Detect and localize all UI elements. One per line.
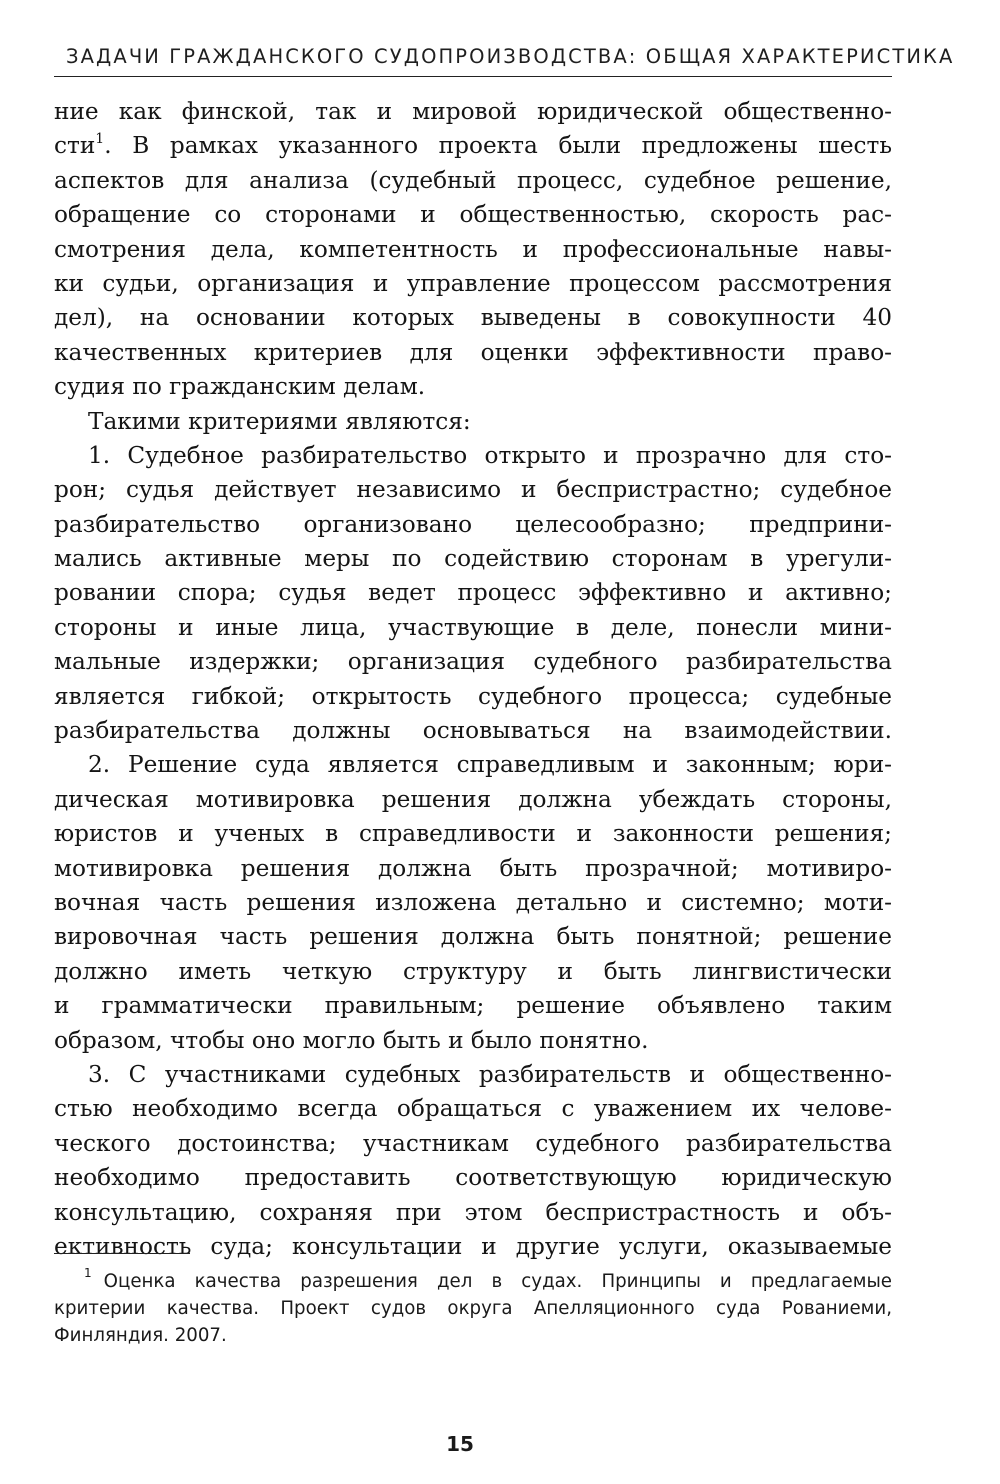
text-fragment: . В рамках указанного проекта были предложены шесть <box>104 132 892 160</box>
text-line: ровании спора; судья ведет процесс эффективно и активно; <box>54 579 892 607</box>
text-line: мотивировка решения должна быть прозрачной; мотивиро- <box>54 854 892 882</box>
footnote-reference[interactable]: 1 <box>95 130 105 147</box>
text-line: обращение со сторонами и общественностью, скорость рас- <box>54 201 892 229</box>
text-line: Такими критериями являются: <box>88 407 471 435</box>
footnote-line: критерии качества. Проект судов округа Апелляционного суда Рованиеми, <box>54 1298 892 1319</box>
text-line: разбирательства должны основываться на взаимодействии. <box>54 717 892 745</box>
text-line: ние как финской, так и мировой юридической общественно- <box>54 98 892 125</box>
text-line: 1. Судебное разбирательство открыто и прозрачно для сто- <box>88 441 892 469</box>
text-line: юристов и ученых в справедливости и законности решения; <box>54 820 892 848</box>
text-line: и грамматически правильным; решение объявлено таким <box>54 992 892 1020</box>
text-line <box>54 129 892 163</box>
text-line: является гибкой; открытость судебного процесса; судебные <box>54 682 892 710</box>
footnote-rule <box>54 1253 190 1254</box>
text-line: ективность суда; консультации и другие услуги, оказываемые <box>54 1232 892 1260</box>
text-line: аспектов для анализа (судебный процесс, судебное решение, <box>54 166 892 194</box>
text-fragment: Оценка качества разрешения дел в судах. Принципы и предлагаемые <box>103 1271 892 1292</box>
running-head: ЗАДАЧИ ГРАЖДАНСКОГО СУДОПРОИЗВОДСТВА: ОБЩАЯ ХАРАКТЕРИСТИКА <box>66 45 955 68</box>
text-line: ческого достоинства; участникам судебного разбирательства <box>54 1129 892 1157</box>
text-line: дел), на основании которых выведены в совокупности 40 <box>54 304 892 332</box>
text-line: судия по гражданским делам. <box>54 373 426 401</box>
text-line: стороны и иные лица, участвующие в деле, понесли мини- <box>54 613 892 641</box>
text-line: стью необходимо всегда обращаться с уважением их челове- <box>54 1095 892 1123</box>
text-line: консультацию, сохраняя при этом беспристрастность и объ- <box>54 1198 892 1226</box>
text-line: смотрения дела, компетентность и профессиональные навы- <box>54 235 892 263</box>
text-line: образом, чтобы оно могло быть и было понятно. <box>54 1026 649 1054</box>
text-line: ки судьи, организация и управление процессом рассмотрения <box>54 269 892 297</box>
text-line: мальные издержки; организация судебного разбирательства <box>54 648 892 676</box>
text-line: дическая мотивировка решения должна убеждать стороны, <box>54 785 892 813</box>
text-line: вировочная часть решения должна быть понятной; решение <box>54 923 892 951</box>
text-line: 3. С участниками судебных разбирательств и общественно- <box>88 1060 892 1088</box>
footnote-marker: 1 <box>84 1265 92 1280</box>
text-line: мались активные меры по содействию сторонам в урегули- <box>54 545 892 573</box>
text-line: рон; судья действует независимо и беспристрастно; судебное <box>54 476 892 504</box>
text-line: 2. Решение суда является справедливым и законным; юри- <box>88 751 892 779</box>
page-number: 15 <box>446 1432 474 1456</box>
text-line: необходимо предоставить соответствующую юридическую <box>54 1164 892 1192</box>
text-line: разбирательство организовано целесообразно; предприни- <box>54 510 892 538</box>
footnote <box>54 1265 892 1349</box>
text-line: качественных критериев для оценки эффективности право- <box>54 338 892 366</box>
text-line: должно иметь четкую структуру и быть лингвистически <box>54 957 892 985</box>
body-text <box>54 95 892 1264</box>
footnote-line <box>54 1265 892 1295</box>
footnote-line: Финляндия. 2007. <box>54 1325 227 1346</box>
text-line: вочная часть решения изложена детально и системно; моти- <box>54 888 892 916</box>
header-rule <box>54 76 892 77</box>
text-fragment: сти <box>54 132 96 160</box>
